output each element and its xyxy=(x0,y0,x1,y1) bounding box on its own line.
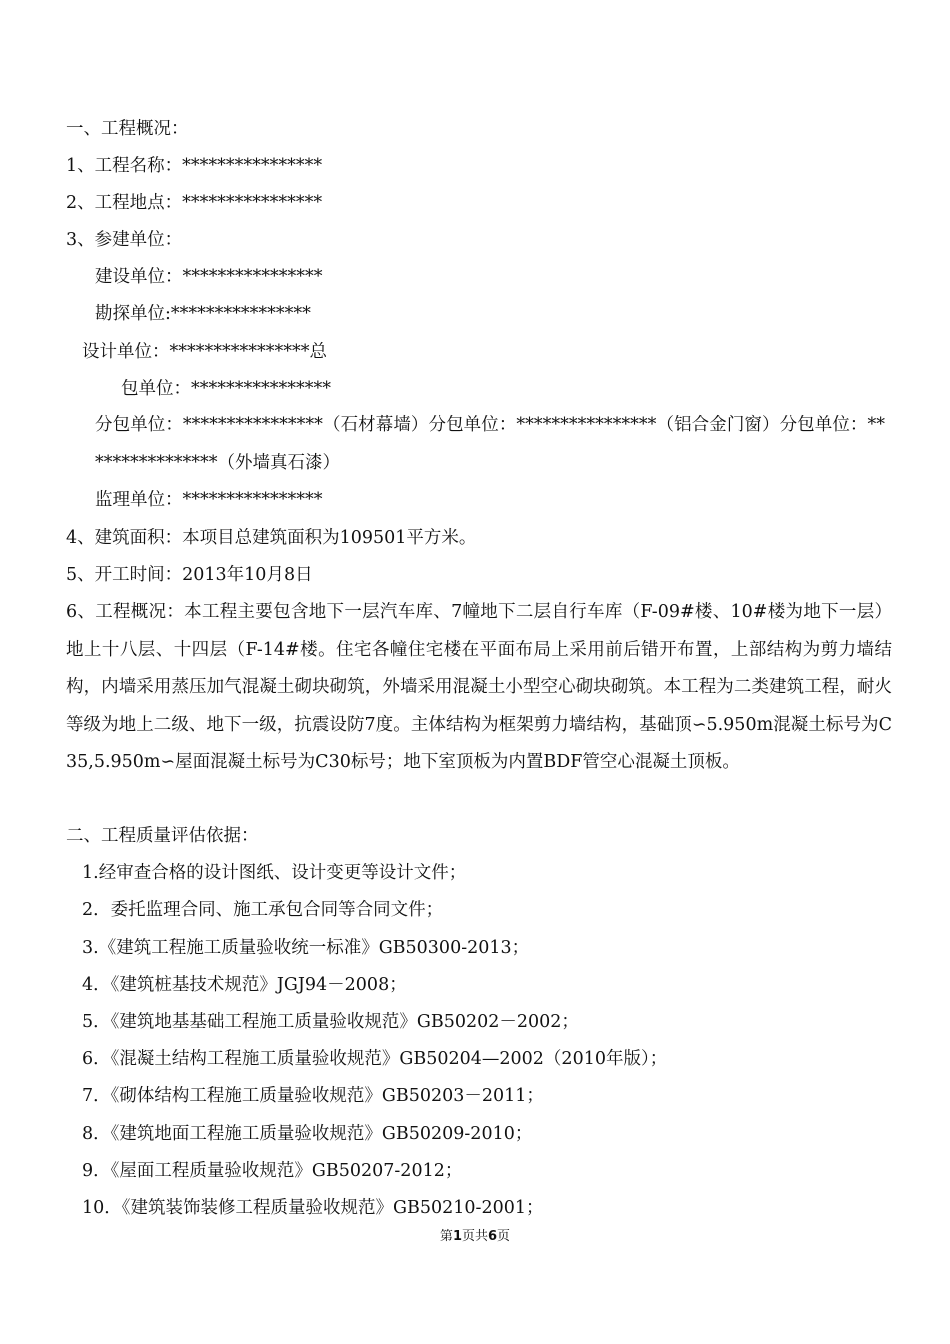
basis-item: 9．《屋面工程质量验收规范》GB50207-2012； xyxy=(82,1161,463,1181)
footer-total-pages: 6 xyxy=(488,1229,498,1244)
building-area-line: 4、建筑面积：本项目总建筑面积为109501平方米。 xyxy=(66,528,477,548)
start-date-line: 5、开工时间：2013年10月8日 xyxy=(66,565,313,585)
footer-prefix: 第 xyxy=(439,1229,453,1244)
basis-item: 4．《建筑桩基技术规范》JGJ94－2008； xyxy=(82,975,407,995)
basis-item: 5．《建筑地基基础工程施工质量验收规范》GB50202－2002； xyxy=(82,1012,579,1032)
basis-item: 6．《混凝土结构工程施工质量验收规范》GB50204—2002（2010年版）； xyxy=(82,1049,668,1069)
survey-unit-line: 勘探单位:**************** xyxy=(95,304,311,324)
basis-item: 3.《建筑工程施工质量验收统一标准》GB50300-2013； xyxy=(82,938,530,958)
footer-middle: 页共 xyxy=(461,1229,488,1244)
supervision-unit-line: 监理单位：**************** xyxy=(95,490,323,510)
basis-item: 1.经审查合格的设计图纸、设计变更等设计文件； xyxy=(82,863,467,883)
project-overview-paragraph: 6、工程概况：本工程主要包含地下一层汽车库、7幢地下二层自行车库（F-09#楼、10#楼为地下一层）地上十八层、十四层（F-14#楼。住宅各幢住宅楼在平面布局上采用前后错开布置，上部结构为剪力墙结构，内墙采用蒸压加气混凝土砌块砌筑，外墙采用混凝土小型空心砌块砌筑。本工程为二类建筑工程，耐火等级为地上二级、地下一级，抗震设防7度。主体结构为框架剪力墙结构，基础顶∽5.950m混凝土标号为C35,5.950m∽屋面混凝土标号为C30标号；地下室顶板为内置BDF管空心混凝土顶板。 xyxy=(66,602,892,772)
project-name-line: 1、工程名称：**************** xyxy=(66,156,323,176)
basis-item: 10．《建筑装饰装修工程质量验收规范》GB50210-2001； xyxy=(82,1198,544,1218)
design-unit-line: 设计单位：****************总 xyxy=(82,342,327,362)
page-footer xyxy=(0,1228,950,1246)
footer-suffix: 页 xyxy=(497,1229,511,1244)
subcontractors-paragraph: 分包单位：****************（石材幕墙）分包单位：****************（铝合金门窗）分包单位：****************（外墙真石漆） xyxy=(95,415,885,473)
section-heading-basis: 二、工程质量评估依据： xyxy=(66,826,259,846)
project-location-line: 2、工程地点：**************** xyxy=(66,193,323,213)
basis-item: 8．《建筑地面工程施工质量验收规范》GB50209-2010； xyxy=(82,1124,533,1144)
construction-unit-line: 建设单位：**************** xyxy=(95,267,323,287)
basis-item: 2．委托监理合同、施工承包合同等合同文件； xyxy=(82,900,444,920)
basis-item: 7．《砌体结构工程施工质量验收规范》GB50203－2011； xyxy=(82,1086,544,1106)
general-contractor-line: 包单位：**************** xyxy=(121,379,331,399)
participants-heading: 3、参建单位： xyxy=(66,230,183,250)
footer-page-number: 1 xyxy=(452,1229,462,1244)
section-heading-overview: 一、工程概况： xyxy=(66,119,189,139)
